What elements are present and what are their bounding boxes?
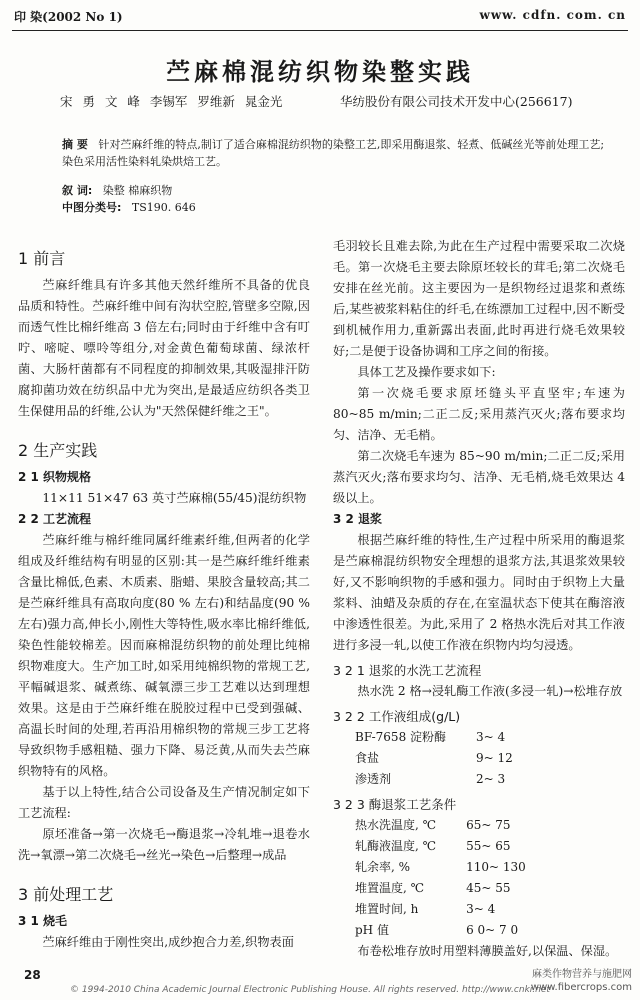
table-cell-name: 堆置温度, ℃ [355,881,425,895]
table-row [355,748,513,769]
classification-label: 中图分类号: [62,201,122,214]
page-number: 28 [24,968,41,982]
table-cell-value: 3~ 4 [466,902,496,916]
solution-table [355,727,513,790]
table-cell-name: 食盐 [355,751,380,765]
section-heading: 2 生产实践 [18,441,98,460]
paragraph: 第一次烧毛要求原坯缝头平直坚牢;车速为 80~85 m/min;二正二反;采用蒸汽灭火;落布要求均匀、洁净、无毛梢。 [333,386,625,442]
table-cell-value: 9~ 12 [476,751,513,765]
classification [62,199,196,215]
table-row [355,878,526,899]
paragraph: 毛羽较长且难去除,为此在生产过程中需要采取二次烧毛。第一次烧毛主要去除原坯较长的茸毛;第二次烧毛安排在丝光前。这主要因为一是织物经过退浆和煮练后,某些被浆料粘住的纤毛,在练漂加工过程中,因不断受到机械作用力,重新露出表面,此时再进行烧毛效果较好;二是便于设备协调和工序之间的衔接。 [333,239,625,358]
paragraph: 具体工艺及操作要求如下: [357,365,496,379]
subsection-heading: 3 2 退浆 [333,512,383,526]
classification-code: TS190. 646 [131,201,196,214]
table-cell-name: 热水洗温度, ℃ [355,818,437,832]
section-heading: 3 前处理工艺 [18,885,114,904]
table-cell-name: 轧酶液温度, ℃ [355,839,437,853]
table-cell-value: 2~ 3 [476,772,506,786]
watermark-url: www.fibercrops.com [530,982,632,993]
journal-header: 印 染(2002 No 1) [14,10,123,24]
paragraph: 苎麻纤维具有许多其他天然纤维所不具备的优良品质和特性。苎麻纤维中间有沟状空腔,管壁多空隙,因而透气性比棉纤维高 3 倍左右;同时由于纤维中含有叮咛、嘧啶、嘌呤等组分,对金黄色葡萄球菌、绿浓杆菌、大肠杆菌都有不同程度的抑制效果,其吸湿排汗防腐抑菌功效在纺织品中尤为突出,是最适应纺织各类卫生保健用品的纤维,公认为"天然保健纤维之王"。 [18,278,310,418]
paragraph: 根据苎麻纤维的特性,生产过程中所采用的酶退浆是苎麻棉混纺织物安全理想的退浆方法,其退浆效果较好,又不影响织物的手感和强力。同时由于织物上大量浆料、油蜡及杂质的存在,在室温状态下使其在酶溶液中渗透性很差。为此,采用了 2 格热水洗后对其工作液进行多浸一轧,以使工作液在织物内均匀浸透。 [333,533,625,652]
right-column [333,236,625,962]
subsection-heading: 3 2 2 工作液组成(g/L) [333,709,461,724]
table-row [355,836,526,857]
paragraph: 第二次烧毛车速为 85~90 m/min;二正二反;采用蒸汽灭火;落布要求均匀、洁净、无毛梢,烧毛效果达 4 级以上。 [333,449,625,505]
keywords-label: 叙 词: [62,184,93,197]
table-row [355,920,526,941]
table-cell-value: 65~ 75 [466,818,511,832]
process-flow: 原坯准备→第一次烧毛→酶退浆→冷轧堆→退卷水洗→氧漂→第二次烧毛→丝光→染色→后整理→成品 [18,827,310,862]
table-cell-value: 55~ 65 [466,839,511,853]
paragraph: 苎麻纤维由于刚性突出,成纱抱合力差,织物表面 [42,935,294,949]
paragraph: 布卷松堆存放时用塑料薄膜盖好,以保温、保湿。 [357,944,618,958]
table-cell-value: 6 0~ 7 0 [466,923,519,937]
process-flow: 热水洗 2 格→浸轧酶工作液(多浸一轧)→松堆存放 [357,684,623,698]
paragraph: 苎麻纤维与棉纤维同属纤维素纤维,但两者的化学组成及纤维结构有明显的区别:其一是苎麻纤维纤维素含量比棉低,色素、木质素、脂蜡、果胶含量较高;其二是苎麻纤维具有高取向度(80 % 左右)和结晶度(90 % 左右)强力高,伸长小,刚性大等特性,吸水率比棉纤维低,染色性能较棉差。因而麻棉混纺织物的前处理比纯棉织物难度大。生产加工时,如采用纯棉织物的常规工艺,平幅碱退浆、碱煮练、碱氧漂三步工艺难以达到理想效果。这是由于苎麻纤维在脱胶过程中已受到强碱、高温长时间的处理,若再沿用棉织物的常规三步工艺将导致织物手感粗糙、强力下降、易泛黄,从而失去苎麻织物特有的风格。 [18,533,310,778]
site-watermark [531,968,632,994]
affiliation: 华纺股份有限公司技术开发中心(256617) [340,94,573,109]
paragraph: 基于以上特性,结合公司设备及生产情况制定如下工艺流程: [18,785,310,820]
table-cell-name: 渗透剂 [355,772,392,786]
table-row [355,857,526,878]
keywords [62,182,172,198]
table-cell-name: BF-7658 淀粉酶 [355,730,447,744]
table-row [355,769,513,790]
table-cell-name: pH 值 [355,923,389,937]
table-row [355,815,526,836]
section-heading: 1 前言 [18,249,66,268]
keywords-text: 染整 棉麻织物 [102,184,173,197]
subsection-heading: 3 2 1 退浆的水洗工艺流程 [333,663,482,678]
abstract [62,136,610,170]
article-title: 苎麻棉混纺织物染整实践 [166,57,474,86]
table-cell-value: 45~ 55 [466,881,511,895]
table-row [355,899,526,920]
subsection-heading: 3 2 3 酶退浆工艺条件 [333,797,457,812]
left-column [18,230,310,953]
subsection-heading: 3 1 烧毛 [18,914,68,928]
subsection-heading: 2 1 织物规格 [18,470,92,484]
copyright-footer: © 1994-2010 China Academic Journal Electronic Publishing House. All rights reserved. http://www.cnki.net [70,985,550,995]
journal-website[interactable]: www. cdfn. com. cn [479,8,626,22]
header-rule [12,30,628,31]
table-cell-name: 轧余率, % [355,860,411,874]
table-cell-value: 110~ 130 [466,860,526,874]
table-row [355,727,513,748]
abstract-text: 针对苎麻纤维的特点,制订了适合麻棉混纺织物的染整工艺,即采用酶退浆、轻煮、低碱丝光等前处理工艺;染色采用活性染料轧染烘焙工艺。 [62,138,605,168]
watermark-line: 麻类作物营养与施肥网 [532,969,632,980]
table-cell-value: 3~ 4 [476,730,506,744]
subsection-heading: 2 2 工艺流程 [18,512,92,526]
conditions-table [355,815,526,941]
table-cell-name: 堆置时间, h [355,902,419,916]
abstract-label: 摘 要 [62,138,88,151]
paragraph: 11×11 51×47 63 英寸苎麻棉(55/45)混纺织物 [42,491,307,505]
author-list: 宋 勇 文 峰 李锡军 罗维新 晁金光 [60,94,283,109]
